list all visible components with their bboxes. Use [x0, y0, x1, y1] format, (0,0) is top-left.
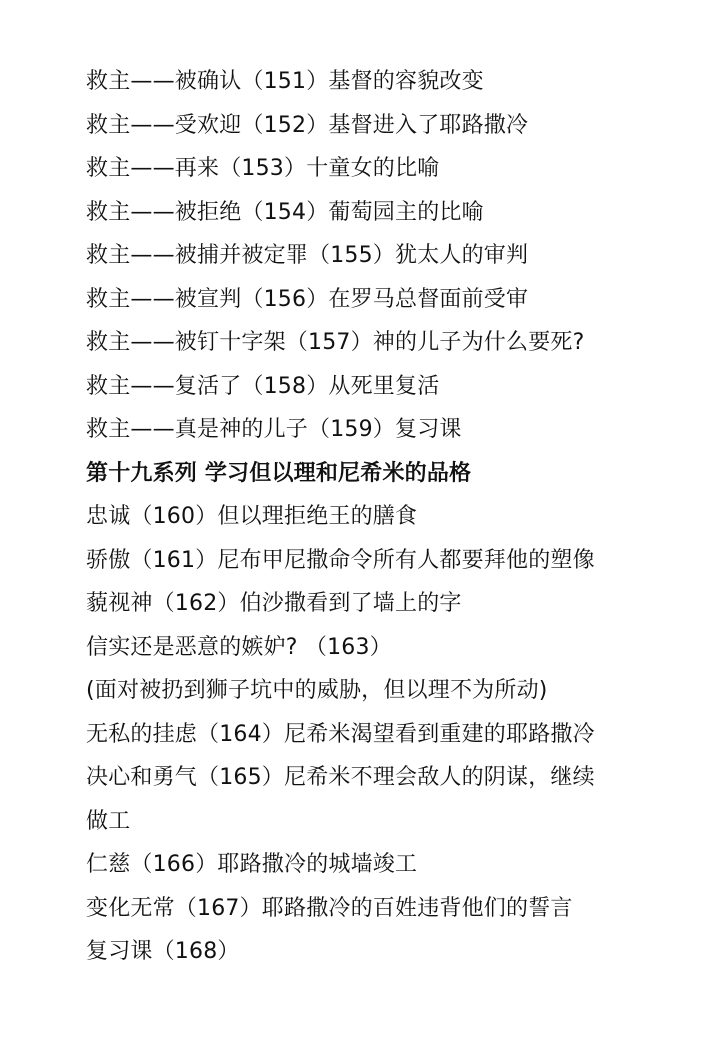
text-line: 仁慈（166）耶路撒冷的城墙竣工 — [86, 852, 418, 877]
text-line: 救主——被宣判（156）在罗马总督面前受审 — [86, 286, 529, 312]
text-line: 救主——再来（153）十童女的比喻 — [86, 156, 440, 181]
text-line: 无私的挂虑（164）尼希米渴望看到重建的耶路撒冷 — [86, 721, 595, 747]
text-line: 藐视神（162）伯沙撒看到了墙上的字 — [86, 591, 462, 616]
text-line: 救主——真是神的儿子（159）复习课 — [86, 417, 462, 442]
text-line: 救主——复活了（158）从死里复活 — [86, 373, 440, 399]
text-line: 救主——受欢迎（152）基督进入了耶路撒冷 — [86, 112, 529, 138]
text-line: 忠诚（160）但以理拒绝王的膳食 — [86, 504, 418, 529]
text-line: 做工 — [86, 808, 131, 834]
text-line: 救主——被钉十字架（157）神的儿子为什么要死? — [86, 330, 585, 355]
text-line: (面对被扔到狮子坑中的威胁，但以理不为所动) — [86, 678, 548, 703]
section-heading: 第十九系列 学习但以理和尼希米的品格 — [86, 460, 472, 486]
text-line: 复习课（168） — [86, 939, 240, 964]
text-line: 救主——被拒绝（154）葡萄园主的比喻 — [86, 199, 484, 225]
text-line: 变化无常（167）耶路撒冷的百姓违背他们的誓言 — [86, 895, 573, 921]
text-line: 救主——被捕并被定罪（155）犹太人的审判 — [86, 243, 529, 268]
text-line: 救主——被确认（151）基督的容貌改变 — [86, 69, 484, 94]
text-line: 骄傲（161）尼布甲尼撒命令所有人都要拜他的塑像 — [86, 547, 595, 573]
document-page — [86, 60, 686, 974]
text-line: 决心和勇气（165）尼希米不理会敌人的阴谋，继续 — [86, 765, 595, 790]
text-line: 信实还是恶意的嫉妒? （163） — [86, 634, 392, 660]
